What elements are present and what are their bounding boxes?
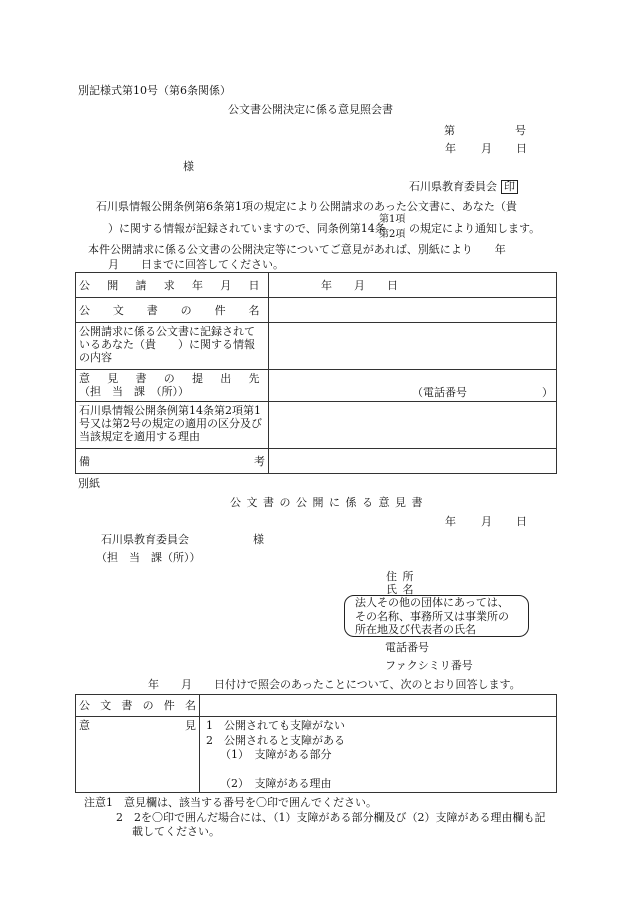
address-label: 住所: [386, 570, 419, 583]
corporate-note-line-3: 所在地及び代表者の氏名: [355, 623, 476, 636]
phone-number-label: 電話番号: [385, 641, 429, 654]
request-date-value: 年 月 日: [269, 273, 557, 298]
date-month: 月: [481, 142, 492, 155]
table-row: [76, 449, 557, 474]
seal-stamp: 印: [501, 180, 518, 194]
doc-number-suffix: 号: [515, 124, 526, 137]
phone-close: ）: [542, 386, 553, 399]
name-label: 氏名: [386, 583, 419, 596]
note-2-line-2: 載してください。: [132, 825, 220, 838]
table-row: [76, 695, 557, 717]
table-row: [76, 717, 557, 793]
annex-label: 別紙: [78, 477, 100, 490]
opinion-to-section: （担 当 課（所））: [96, 551, 201, 564]
clause-bottom: 第2項: [379, 229, 406, 240]
opinion-title: 公文書の公開に係る意見書: [230, 496, 428, 509]
applicable-clause-value: [269, 402, 557, 449]
opinion-date-year: 年: [445, 515, 456, 528]
note-1: 注意1 意見欄は、該当する番号を〇印で囲んでください。: [84, 796, 377, 809]
opinion-subject-value: [200, 695, 557, 717]
corporate-note-line-2: その名称、事務所又は事業所の: [355, 610, 509, 623]
corporate-note-line-1: 法人その他の団体にあっては、: [355, 596, 509, 609]
option-problem-part: （1） 支障がある部分: [220, 748, 332, 761]
opinion-to-org: 石川県教育委員会: [101, 533, 189, 546]
phone-label: （電話番号: [412, 386, 467, 399]
applicable-clause-label: 石川県情報公開条例第14条第2項第1号又は第2号の規定の適用の区分及び当該規定を適用する理由: [76, 402, 269, 449]
table-row: [76, 370, 557, 402]
opinion-table: [75, 694, 557, 793]
date-day: 日: [516, 142, 527, 155]
opinion-options: [200, 717, 557, 793]
note-2-line-1: 2 2を〇印で囲んだ場合には、（1）支障がある部分欄及び（2）支障がある理由欄も記: [116, 811, 546, 824]
option-problem-reason: （2） 支障がある理由: [220, 776, 332, 790]
remarks-label: 備 考: [76, 449, 269, 474]
submission-destination-label: 意 見 書 の 提 出 先 （担 当 課 （所））: [76, 370, 269, 402]
recorded-info-value: [269, 323, 557, 370]
option-has-problem: 2 公開されると支障がある: [206, 733, 345, 747]
body-line-1: 石川県情報公開条例第6条第1項の規定により公開請求のあった公文書に、あなた（貴: [96, 200, 517, 213]
submission-destination-value: [269, 370, 557, 402]
issuer-name: 石川県教育委員会: [409, 180, 497, 193]
body-line-4: 月 日までに回答してください。: [108, 258, 284, 271]
document-subject-value: [269, 298, 557, 323]
notice-table: [75, 272, 557, 474]
request-date-label: 公 開 請 求 年 月 日: [76, 273, 269, 298]
document-subject-label: 公 文 書 の 件 名: [76, 298, 269, 323]
issuer: [409, 180, 518, 194]
table-row: [76, 323, 557, 370]
body-line-2-end: の規定により通知します。: [409, 222, 541, 235]
opinion-date-month: 月: [481, 515, 492, 528]
reply-sentence: 年 月 日付けで照会のあったことについて、次のとおり回答します。: [148, 678, 521, 691]
addressee-sama: 様: [183, 160, 194, 173]
table-row: [76, 273, 557, 298]
fax-number-label: ファクシミリ番号: [385, 659, 473, 672]
clause-top: 第1項: [379, 214, 406, 225]
opinion-date-day: 日: [516, 515, 527, 528]
date-year: 年: [445, 142, 456, 155]
table-row: [76, 402, 557, 449]
body-line-2: ）に関する情報が記録されていますので、同条例第14条: [108, 222, 386, 235]
opinion-label: 意 見: [76, 717, 200, 793]
recorded-info-label: 公開請求に係る公文書に記録されているあなた（貴 ）に関する情報の内容: [76, 323, 269, 370]
page-title: 公文書公開決定に係る意見照会書: [228, 103, 393, 116]
remarks-value: [269, 449, 557, 474]
opinion-subject-label: 公 文 書 の 件 名: [76, 695, 200, 717]
doc-number-prefix: 第: [444, 124, 455, 137]
option-no-problem: 1 公開されても支障がない: [206, 719, 345, 732]
form-id: 別記様式第10号（第6条関係）: [78, 84, 231, 97]
body-line-3: 本件公開請求に係る公文書の公開決定等についてご意見があれば、別紙により 年: [88, 243, 506, 256]
opinion-to-sama: 様: [253, 533, 264, 546]
table-row: [76, 298, 557, 323]
